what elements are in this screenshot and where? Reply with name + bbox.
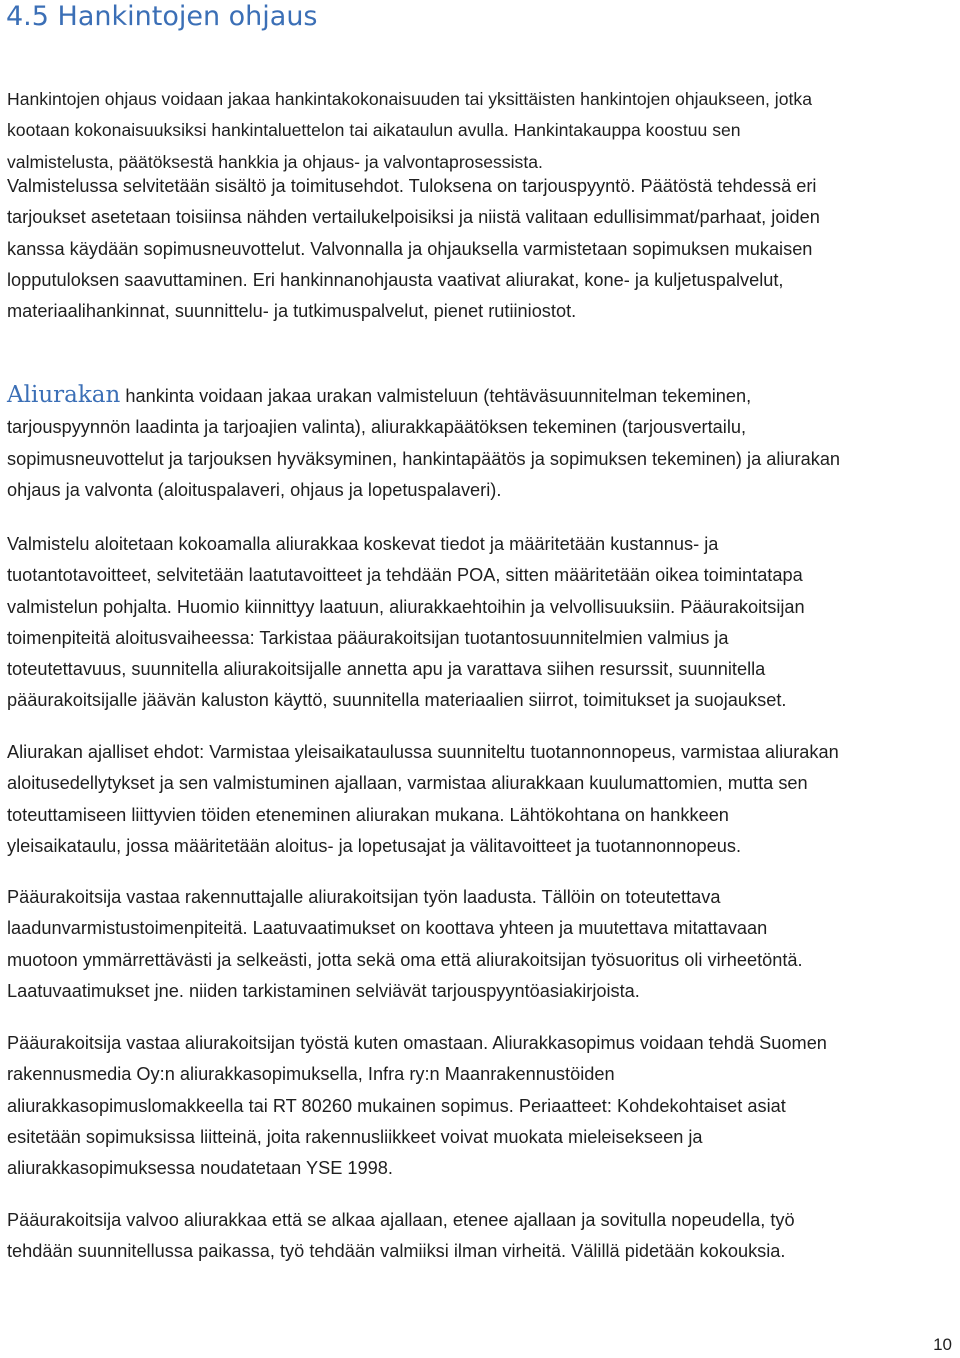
text-line: muotoon ymmärrettävästi ja selkeästi, jotta sekä oma että aliurakoitsijan työsuoritus oli virheetöntä. — [7, 949, 803, 970]
text-line: esitetään sopimuksissa liitteinä, joita rakennusliikkeet voivat muokata mieleisekseen ja — [7, 1126, 703, 1147]
text-line: aliurakkasopimuksessa noudatetaan YSE 1998. — [7, 1158, 393, 1179]
text-line: Pääurakoitsija valvoo aliurakkaa että se alkaa ajallaan, etenee ajallaan ja sovitulla nopeudella, työ — [7, 1210, 795, 1230]
text-line: toteuttamiseen liittyvien töiden eteneminen aliurakan mukana. Lähtökohtana on hankkeen — [7, 804, 729, 825]
text-line: aloitusedellytykset ja sen valmistuminen ajallaan, varmistaa aliurakkaan kuulumattomien, mutta sen — [7, 773, 808, 794]
text-line: pääurakoitsijalle jäävän kaluston käyttö, suunnitella materiaalien siirrot, toimitukset ja suojaukset. — [7, 690, 787, 711]
text-line: tarjoukset asetetaan toisiinsa nähden vertailukelpoisiksi ja niistä valitaan edullisimmat/parhaat, joiden — [7, 207, 820, 228]
paragraph-preparation — [7, 171, 957, 327]
text-line: sopimusneuvottelut ja tarjouksen hyväksyminen, hankintapäätös ja sopimuksen tekeminen) ja aliurakan — [7, 448, 841, 469]
page-number: 10 — [933, 1335, 952, 1354]
text-line: valmistelusta, päätöksestä hankkia ja ohjaus- ja valvontaprosessista. — [7, 151, 543, 172]
text-line: aliurakkasopimuslomakkeella tai RT 80260 mukainen sopimus. Periaatteet: Kohdekohtaiset asiat — [7, 1095, 786, 1116]
text-line: valmistelun pohjalta. Huomio kiinnittyy laatuun, aliurakkaehtoihin ja velvollisuuksiin. Pääurakoitsijan — [7, 596, 805, 617]
paragraph-ajalliset-ehdot — [7, 737, 957, 862]
text-line: tuotantotavoitteet, selvitetään laatutavoitteet ja tehdään POA, sitten määritetään oikea toimintatapa — [7, 565, 803, 586]
text-line: Pääurakoitsija vastaa rakennuttajalle aliurakoitsijan työn laadusta. Tällöin on toteutettava — [7, 887, 721, 907]
text-line: rakennusmedia Oy:n aliurakkasopimuksella, Infra ry:n Maanrakennustöiden — [7, 1064, 615, 1085]
text-line: toteutettavuus, suunnitella aliurakoitsijalle annetta apu ja varattava siihen resurssit, suunnitella — [7, 659, 766, 680]
text-line: lopputuloksen saavuttaminen. Eri hankinnanohjausta vaativat aliurakat, kone- ja kuljetuspalvelut, — [7, 269, 784, 290]
text-line: materiaalihankinnat, suunnittelu- ja tutkimuspalvelut, pienet rutiiniostot. — [7, 301, 577, 322]
section-heading: 4.5 Hankintojen ohjaus — [6, 1, 318, 32]
text-line: laadunvarmistustoimenpiteitä. Laatuvaatimukset on koottava yhteen ja muutettava mitattavaan — [7, 918, 768, 939]
paragraph-sopimus — [7, 1028, 957, 1184]
inline-title-continuation: hankinta voidaan jakaa urakan valmisteluun (tehtäväsuunnitelman tekeminen, — [120, 386, 752, 406]
text-line — [7, 380, 957, 412]
inline-title: Aliurakan — [7, 382, 121, 408]
paragraph-laatu — [7, 882, 957, 1007]
text-line: Valmistelu aloitetaan kokoamalla aliurakkaa koskevat tiedot ja määritetään kustannus- ja — [7, 534, 719, 554]
text-line: Aliurakan ajalliset ehdot: Varmistaa yleisaikataulussa suunniteltu tuotannonnopeus, varmistaa aliurakan — [7, 742, 839, 762]
paragraph-valmistelu — [7, 529, 957, 717]
text-line: ohjaus ja valvonta (aloituspalaveri, ohjaus ja lopetuspalaveri). — [7, 479, 502, 500]
paragraph-intro — [7, 84, 957, 178]
text-line: toimenpiteitä aloitusvaiheessa: Tarkistaa pääurakoitsijan tuotantosuunnitelmien valmius ja — [7, 627, 729, 648]
text-line: tarjouspyynnön laadinta ja tarjoajien valinta), aliurakkapäätöksen tekeminen (tarjousvertailu, — [7, 417, 747, 438]
paragraph-aliurakan — [7, 380, 957, 506]
text-line: Hankintojen ohjaus voidaan jakaa hankintakokonaisuuden tai yksittäisten hankintojen ohjaukseen, jotka — [7, 89, 812, 109]
text-line: tehdään suunnitellussa paikassa, työ tehdään valmiiksi ilman virheitä. Välillä pidetään kokouksia. — [7, 1241, 786, 1262]
paragraph-valvonta — [7, 1205, 957, 1268]
text-line: kootaan kokonaisuuksiksi hankintaluettelon tai aikataulun avulla. Hankintakauppa koostuu sen — [7, 120, 741, 141]
text-line: kanssa käydään sopimusneuvottelut. Valvonnalla ja ohjauksella varmistetaan sopimuksen mukaisen — [7, 238, 813, 259]
text-line: yleisaikataulu, jossa määritetään aloitus- ja lopetusajat ja välitavoitteet ja tuotannonnopeus. — [7, 835, 742, 856]
text-line: Valmistelussa selvitetään sisältö ja toimitusehdot. Tuloksena on tarjouspyyntö. Päätöstä tehdessä eri — [7, 176, 817, 196]
text-line: Pääurakoitsija vastaa aliurakoitsijan työstä kuten omastaan. Aliurakkasopimus voidaan tehdä Suomen — [7, 1033, 827, 1053]
text-line: Laatuvaatimukset jne. niiden tarkistaminen selviävät tarjouspyyntöasiakirjoista. — [7, 980, 640, 1001]
